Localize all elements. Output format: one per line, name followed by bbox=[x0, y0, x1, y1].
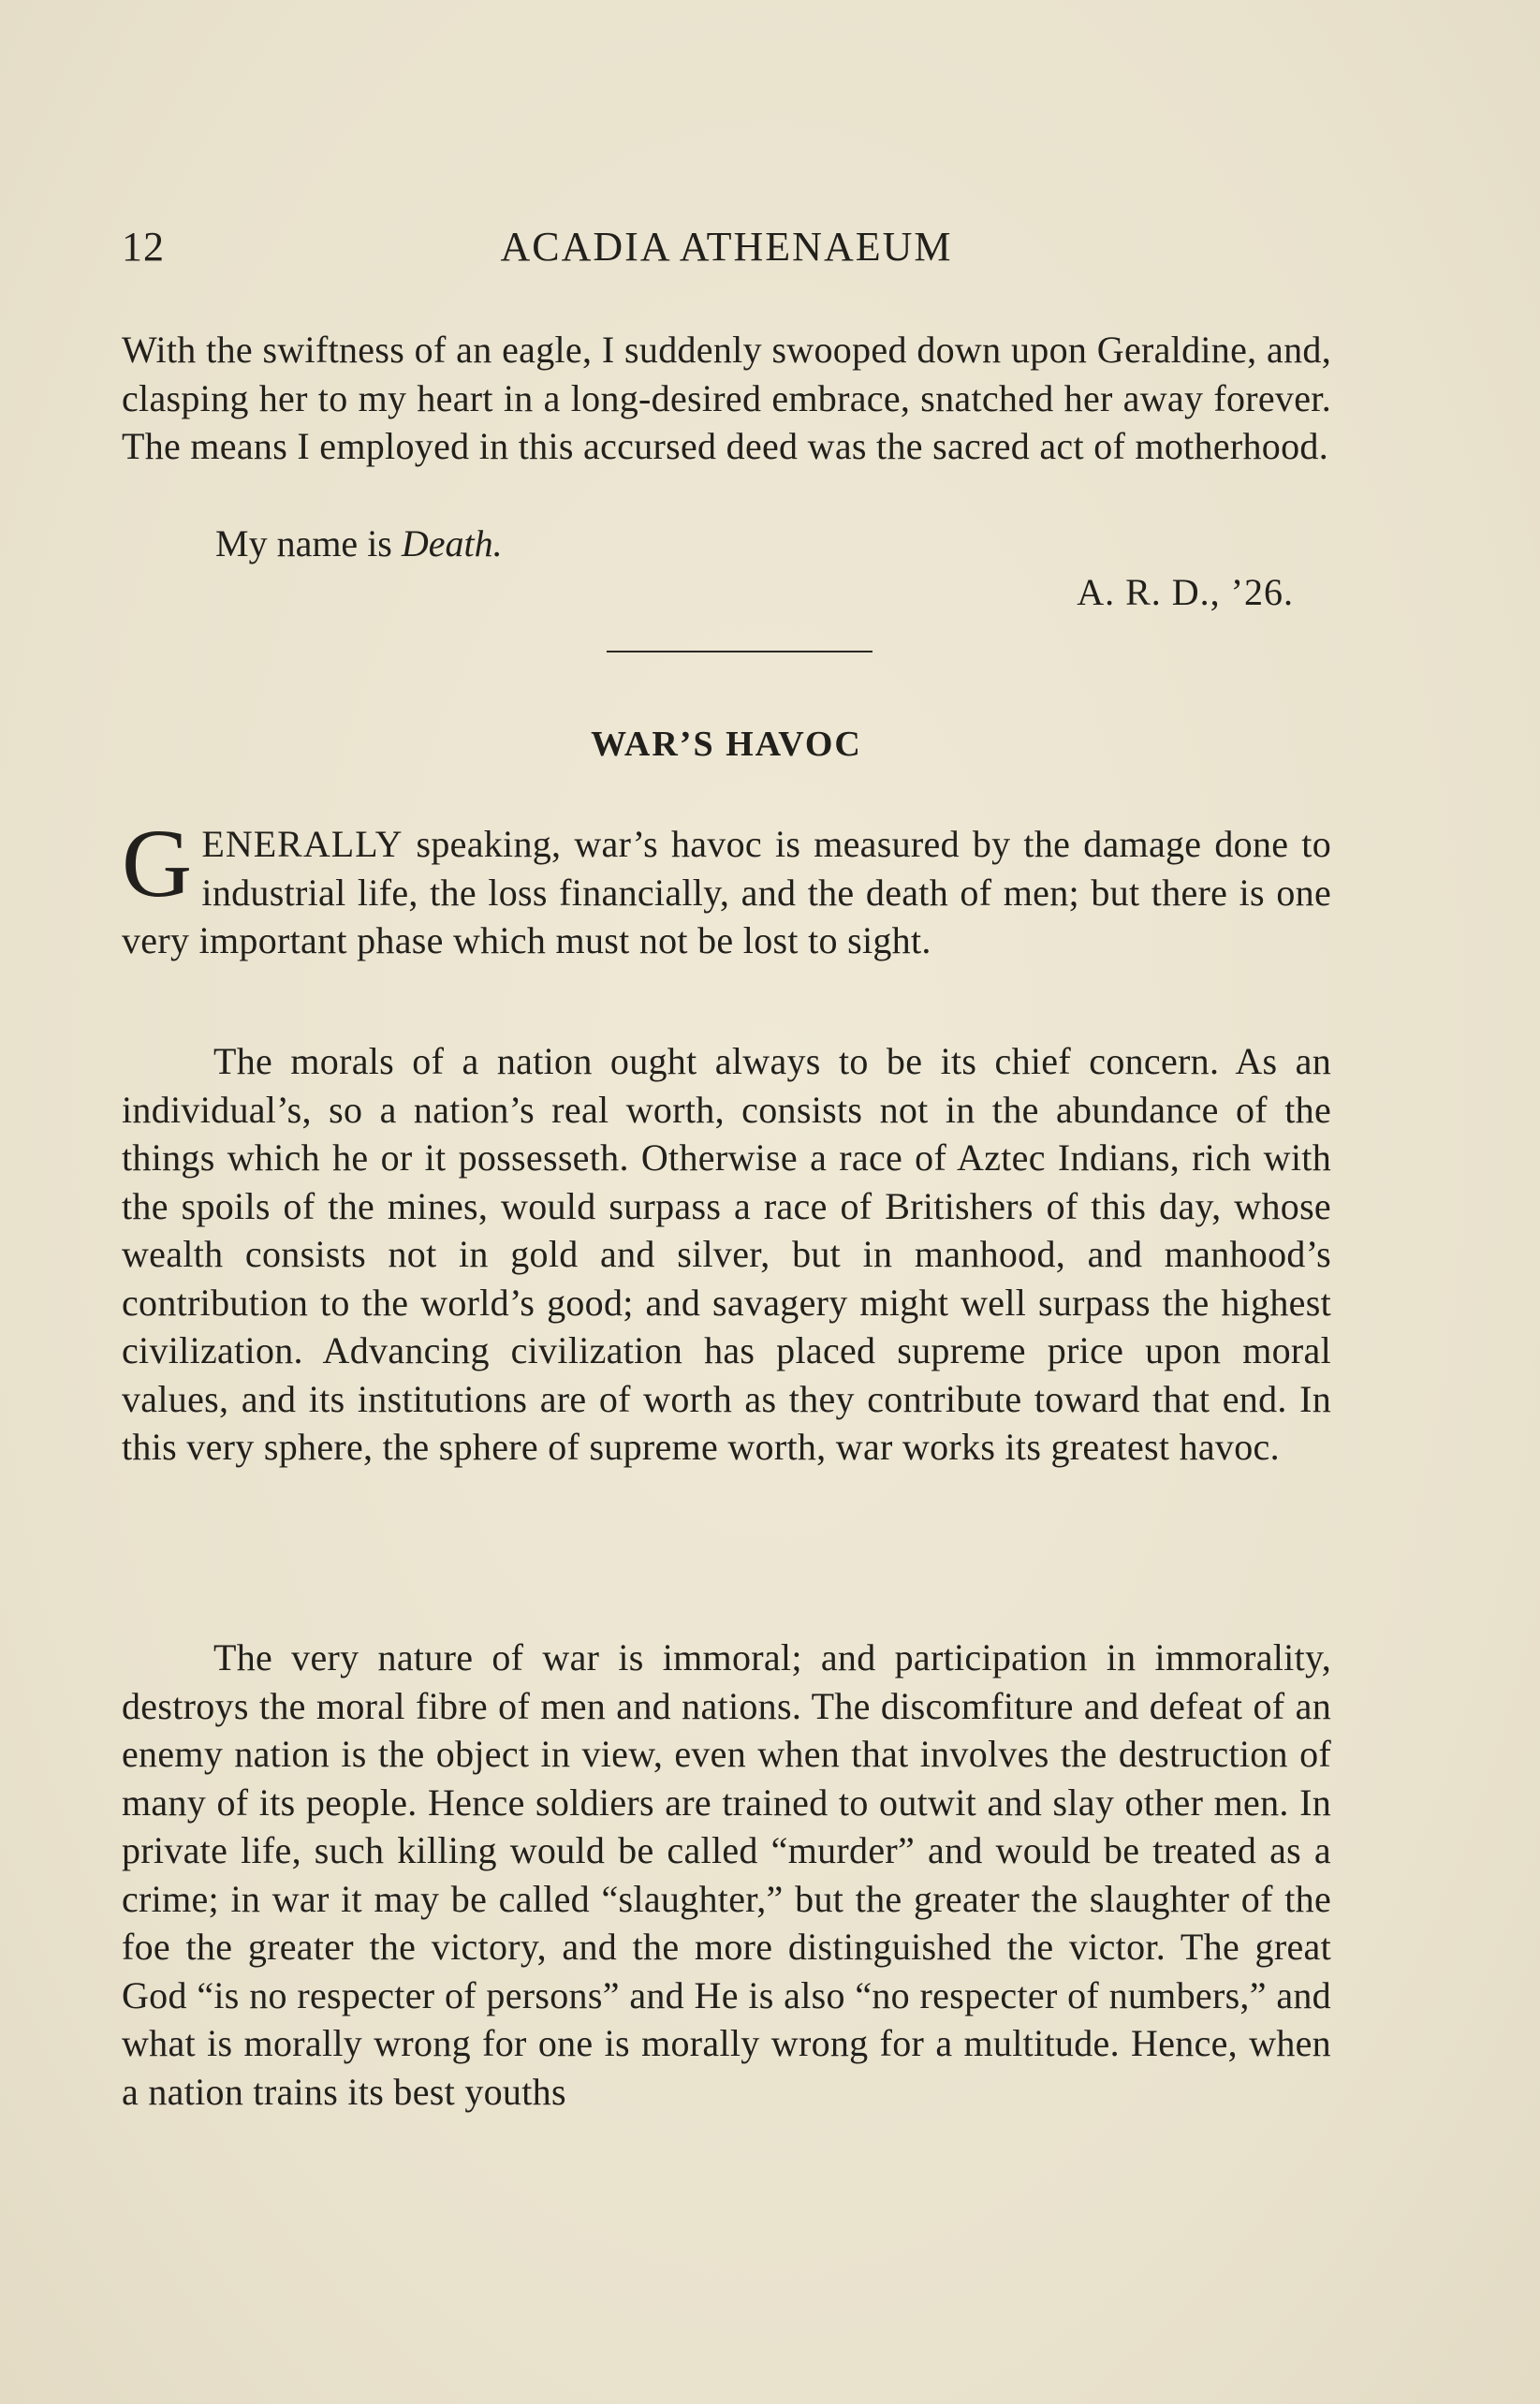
closing-prefix: My name is bbox=[215, 522, 402, 564]
running-title: ACADIA ATHENAEUM bbox=[500, 224, 953, 270]
author-signature: A. R. D., ’26. bbox=[1077, 571, 1294, 613]
article-paragraph-2: The morals of a nation ought always to be its chief concern. As an individual’s, so a nation’s real worth, consists not in the abundance of the things which he or it possesseth. Otherwise a race of Aztec Indians, rich with the spoils of the mines, would surpass a race of Britishers of this day, whose wealth consists not in gold and silver, but in manhood, and manhood’s contribution to the world’s good; and savagery might well surpass the highest civilization. Advancing civilization has placed supreme price upon moral values, and its institutions are of worth as they contribute toward that end. In this very sphere, the sphere of supreme worth, war works its greatest havoc. bbox=[122, 1040, 1331, 1468]
closing-line bbox=[215, 520, 503, 568]
intro-paragraph: With the swiftness of an eagle, I suddenly swooped down upon Geraldine, and, clasping her to my heart in a long-desired embrace, snatched her away forever. The means I employed in this accursed deed was the sacred act of motherhood. bbox=[122, 329, 1331, 467]
paragraph-1-text: speaking, war’s havoc is measured by the damage done to industrial life, the loss financially, and the death of men; but there is one very important phase which must not be lost to sight. bbox=[122, 823, 1331, 961]
opening-caps: ENERALLY bbox=[201, 823, 403, 865]
article-paragraph-1 bbox=[122, 810, 1331, 965]
page-number: 12 bbox=[122, 224, 165, 270]
page-header bbox=[122, 223, 1331, 279]
drop-cap: G bbox=[122, 810, 193, 917]
article-paragraph-3: The very nature of war is immoral; and participation in immorality, destroys the moral fibre of men and nations. The discomfiture and defeat of an enemy nation is the object in view, even when that involves the destruction of many of its people. Hence soldiers are trained to outwit and slay other men. In private life, such killing would be called “murder” and would be treated as a crime; in war it may be called “slaughter,” but the greater the slaughter of the foe the greater the victory, and the more distinguished the victor. The great God “is no respecter of persons” and He is also “no respecter of numbers,” and what is morally wrong for one is morally wrong for a multitude. Hence, when a nation trains its best youths bbox=[122, 1636, 1331, 2113]
article-title: WAR’S HAVOC bbox=[591, 725, 862, 764]
section-divider bbox=[607, 651, 873, 652]
closing-italic: Death. bbox=[401, 522, 503, 564]
